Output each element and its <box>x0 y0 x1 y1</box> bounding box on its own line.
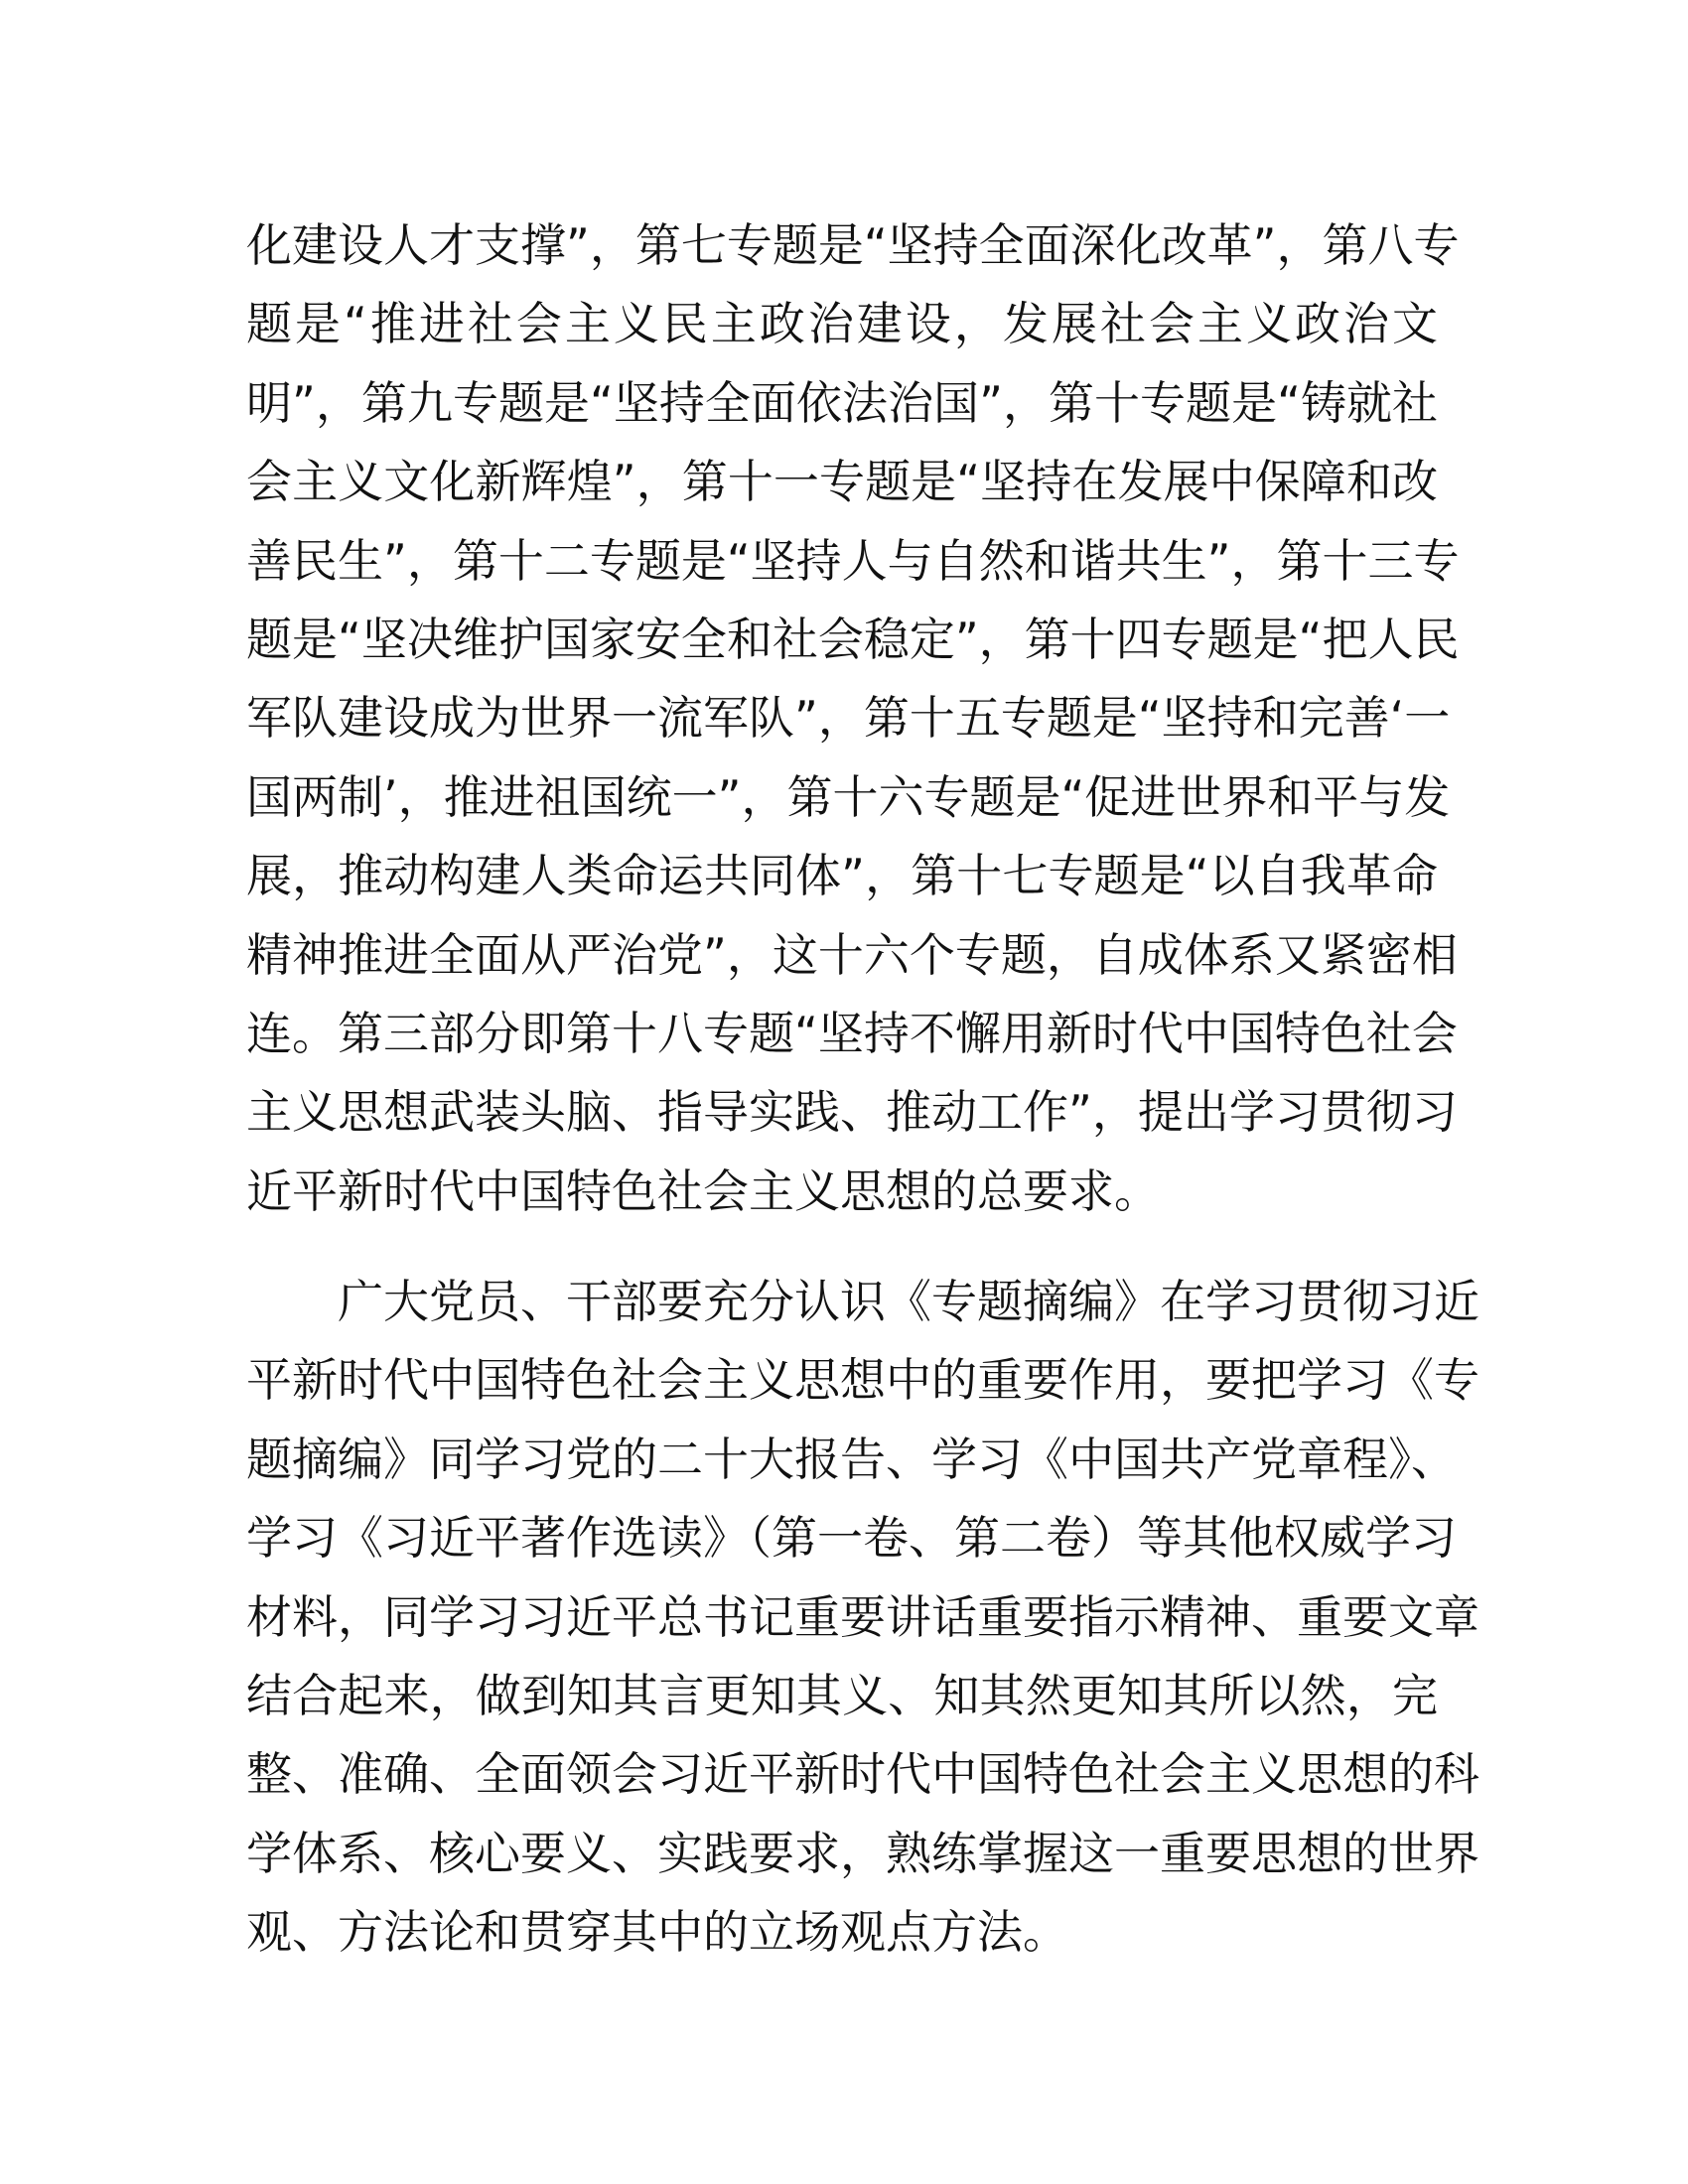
text-line: 题是“推进社会主义民主政治建设，发展社会主义政治文 <box>246 297 1438 351</box>
text-line: 题是“坚决维护国家安全和社会稳定”，第十四专题是“把人民 <box>246 612 1460 666</box>
paragraph-2 <box>246 1263 1479 1973</box>
text-line: 精神推进全面从严治党”，这十六个专题，自成体系又紧密相 <box>246 927 1458 982</box>
body-text <box>246 206 1479 1973</box>
text-line: 军队建设成为世界一流军队”，第十五专题是“坚持和完善‘一 <box>246 691 1451 746</box>
text-line: 明”，第九专题是“坚持全面依法治国”，第十专题是“铸就社 <box>246 375 1438 430</box>
text-line: 化建设人才支撑”，第七专题是“坚持全面深化改革”，第八专 <box>246 218 1460 272</box>
text-line: 连。第三部分即第十八专题“坚持不懈用新时代中国特色社会 <box>246 1006 1458 1060</box>
text-line: 整、准确、全面领会习近平新时代中国特色社会主义思想的科 <box>246 1747 1479 1802</box>
text-line: 展，推动构建人类命运共同体”，第十七专题是“以自我革命 <box>246 849 1438 903</box>
paragraph-1 <box>246 206 1460 1231</box>
text-line: 广大党员、干部要充分认识《专题摘编》在学习贯彻习近 <box>246 1275 1479 1329</box>
text-line: 题摘编》同学习党的二十大报告、学习《中国共产党章程》、 <box>246 1432 1457 1486</box>
text-line: 善民生”，第十二专题是“坚持人与自然和谐共生”，第十三专 <box>246 533 1460 588</box>
text-line: 平新时代中国特色社会主义思想中的重要作用，要把学习《专 <box>246 1353 1479 1408</box>
text-line: 国两制’，推进祖国统一”，第十六专题是“促进世界和平与发 <box>246 769 1451 824</box>
text-line: 学习《习近平著作选读》（第一卷、第二卷）等其他权威学习 <box>246 1511 1457 1566</box>
text-line: 结合起来，做到知其言更知其义、知其然更知其所以然，完 <box>246 1669 1438 1723</box>
text-line: 材料，同学习习近平总书记重要讲话重要指示精神、重要文章 <box>246 1589 1479 1644</box>
text-line: 近平新时代中国特色社会主义思想的总要求。 <box>246 1163 1160 1218</box>
text-line: 主义思想武装头脑、指导实践、推动工作”，提出学习贯彻习 <box>246 1085 1458 1140</box>
text-line: 会主义文化新辉煌”，第十一专题是“坚持在发展中保障和改 <box>246 455 1438 509</box>
text-line: 观、方法论和贯穿其中的立场观点方法。 <box>246 1905 1068 1960</box>
text-line: 学体系、核心要义、实践要求，熟练掌握这一重要思想的世界 <box>246 1826 1479 1880</box>
paragraph-gap <box>246 1231 1438 1263</box>
